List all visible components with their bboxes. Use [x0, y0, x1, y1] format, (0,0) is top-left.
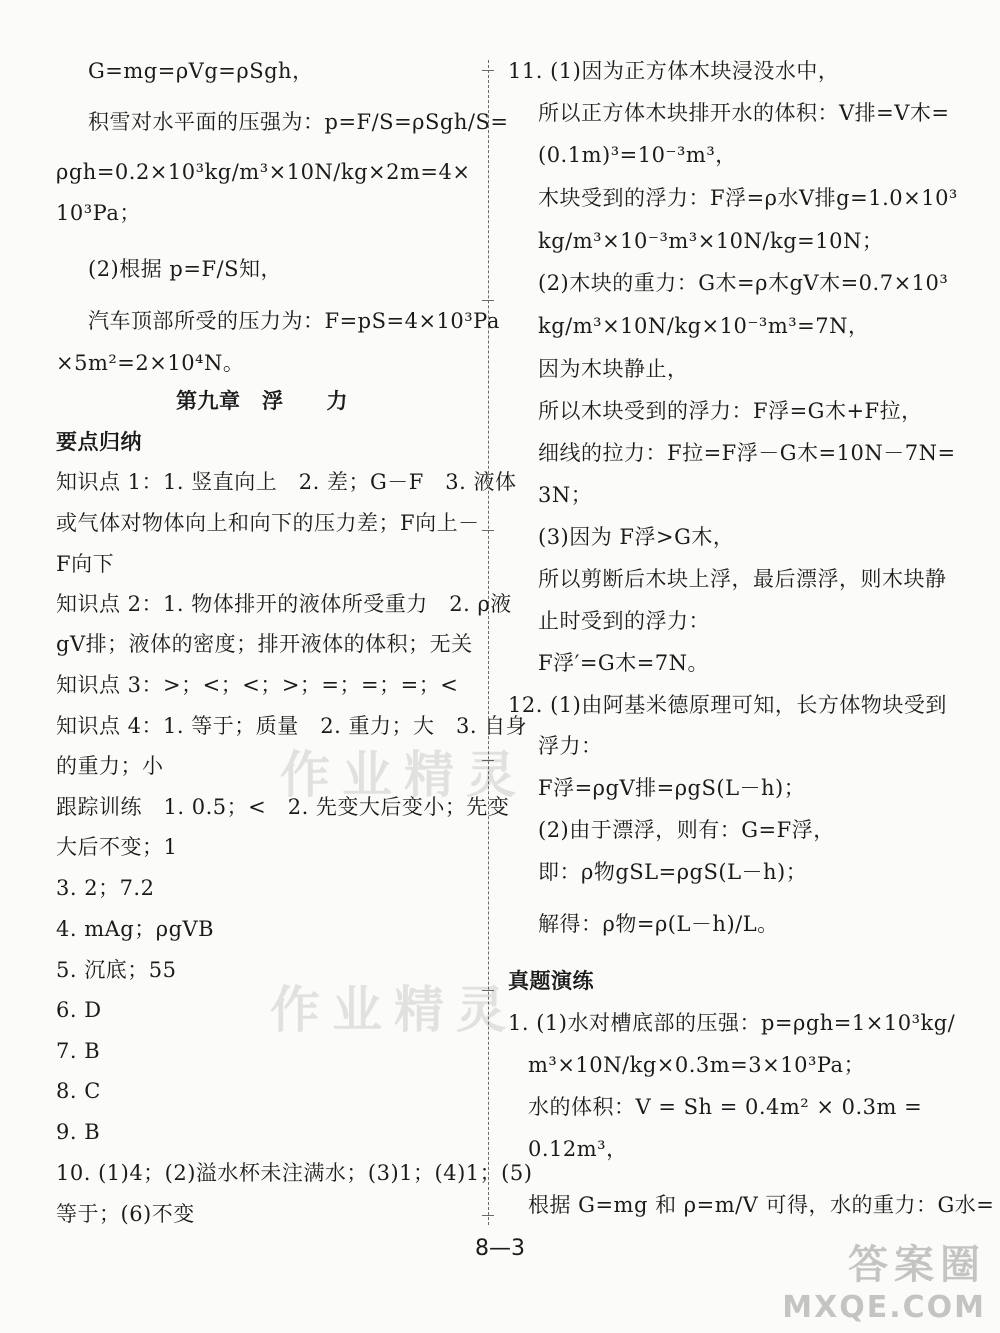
- section-heading-real-exam: 真题演练: [508, 968, 594, 993]
- right-line-8: 因为木块静止，: [538, 357, 689, 381]
- left-line-6: 汽车顶部所受的压力为：F=pS=4×10³Pa: [88, 309, 500, 333]
- right-line-6: (2)木块的重力：G木=ρ木gV木=0.7×10³: [538, 271, 949, 295]
- right-line-12: (3)因为 F浮>G木，: [538, 525, 735, 549]
- right-line-16: 12. (1)由阿基米德原理可知，长方体物块受到: [508, 693, 947, 717]
- right-line-17: 浮力：: [538, 734, 603, 758]
- page-number: 8—3: [475, 1236, 525, 1261]
- right-line-7: kg/m³×10N/kg×10⁻³m³=7N，: [538, 314, 870, 338]
- left-line-22: 5. 沉底；55: [56, 958, 177, 982]
- left-line-24: 7. B: [56, 1039, 101, 1063]
- left-line-5: (2)根据 p=F/S知，: [88, 257, 282, 281]
- right-line-24: m³×10N/kg×0.3m=3×10³Pa；: [528, 1053, 866, 1077]
- section-heading-key-points: 要点归纳: [56, 429, 142, 454]
- right-line-5: kg/m³×10⁻³m³×10N/kg=10N；: [538, 229, 884, 253]
- right-line-23: 1. (1)水对槽底部的压强：p=ρgh=1×10³kg/: [508, 1011, 956, 1035]
- right-line-25: 水的体积：V = Sh = 0.4m² × 0.3m =: [528, 1095, 923, 1119]
- right-line-26: 0.12m³，: [528, 1137, 628, 1161]
- left-line-17: 的重力；小: [56, 754, 164, 778]
- right-line-11: 3N；: [538, 483, 593, 507]
- left-line-14: gV排；液体的密度；排开液体的体积；无关: [56, 632, 473, 656]
- left-line-16: 知识点 4：1. 等于；质量 2. 重力；大 3. 自身: [56, 714, 528, 738]
- left-line-12: F向下: [56, 552, 115, 576]
- left-line-25: 8. C: [56, 1079, 101, 1103]
- corner-logo-url: MXQE.COM: [782, 1290, 986, 1325]
- left-line-11: 或气体对物体向上和向下的压力差；F向上－: [56, 511, 480, 535]
- right-line-10: 细线的拉力：F拉=F浮－G木=10N－7N=: [538, 441, 956, 465]
- left-line-28: 等于；(6)不变: [56, 1202, 195, 1226]
- left-line-27: 10. (1)4；(2)溢水杯未注满水；(3)1；(4)1；(5): [56, 1161, 533, 1185]
- right-line-2: 所以正方体木块排开水的体积：V排=V木=: [538, 101, 950, 125]
- left-line-23: 6. D: [56, 998, 102, 1022]
- right-line-14: 止时受到的浮力：: [538, 609, 710, 633]
- left-line-4: 10³Pa；: [56, 201, 141, 225]
- left-line-7: ×5m²=2×10⁴N。: [56, 351, 245, 375]
- left-line-18: 跟踪训练 1. 0.5；< 2. 先变大后变小；先变: [56, 795, 510, 819]
- right-line-3: (0.1m)³=10⁻³m³，: [538, 143, 737, 167]
- chapter-title: 第九章 浮 力: [176, 388, 348, 413]
- right-line-21: 解得：ρ物=ρ(L－h)/L。: [538, 912, 779, 936]
- left-line-1: G=mg=ρVg=ρSgh，: [88, 59, 314, 83]
- right-line-18: F浮=ρgV排=ρgS(L－h)；: [538, 776, 806, 800]
- left-line-15: 知识点 3：>；<；<；>；=；=；=；<: [56, 673, 459, 697]
- left-line-10: 知识点 1：1. 竖直向上 2. 差；G－F 3. 液体: [56, 470, 517, 494]
- divider-tick: [482, 530, 494, 531]
- right-line-19: (2)由于漂浮，则有：G=F浮，: [538, 818, 835, 842]
- left-line-13: 知识点 2：1. 物体排开的液体所受重力 2. ρ液: [56, 592, 512, 616]
- right-line-27: 根据 G=mg 和 ρ=m/V 可得，水的重力：G水=: [528, 1193, 995, 1217]
- column-divider: [488, 60, 489, 1225]
- right-line-13: 所以剪断后木块上浮，最后漂浮，则木块静: [538, 567, 947, 591]
- right-line-4: 木块受到的浮力：F浮=ρ水V排g=1.0×10³: [538, 186, 958, 210]
- right-line-20: 即：ρ物gSL=ρgS(L－h)；: [538, 860, 808, 884]
- right-line-15: F浮′=G木=7N。: [538, 651, 710, 675]
- left-line-19: 大后不变；1: [56, 835, 178, 859]
- right-line-9: 所以木块受到的浮力：F浮=G木+F拉，: [538, 399, 923, 423]
- corner-logo: [782, 1233, 986, 1325]
- left-line-26: 9. B: [56, 1120, 101, 1144]
- left-line-20: 3. 2；7.2: [56, 876, 155, 900]
- divider-tick: [482, 1215, 494, 1216]
- left-line-21: 4. mAg；ρgVB: [56, 917, 215, 941]
- watermark: 作业精灵: [280, 746, 528, 804]
- right-line-1: 11. (1)因为正方体木块浸没水中，: [508, 59, 840, 83]
- left-line-3: ρgh=0.2×10³kg/m³×10N/kg×2m=4×: [56, 160, 471, 184]
- corner-logo-text: 答案圈: [848, 1242, 986, 1288]
- divider-tick: [482, 300, 494, 301]
- divider-tick: [482, 70, 494, 71]
- left-line-2: 积雪对水平面的压强为：p=F/S=ρSgh/S=: [88, 110, 509, 134]
- watermark: 作业精灵: [270, 981, 518, 1039]
